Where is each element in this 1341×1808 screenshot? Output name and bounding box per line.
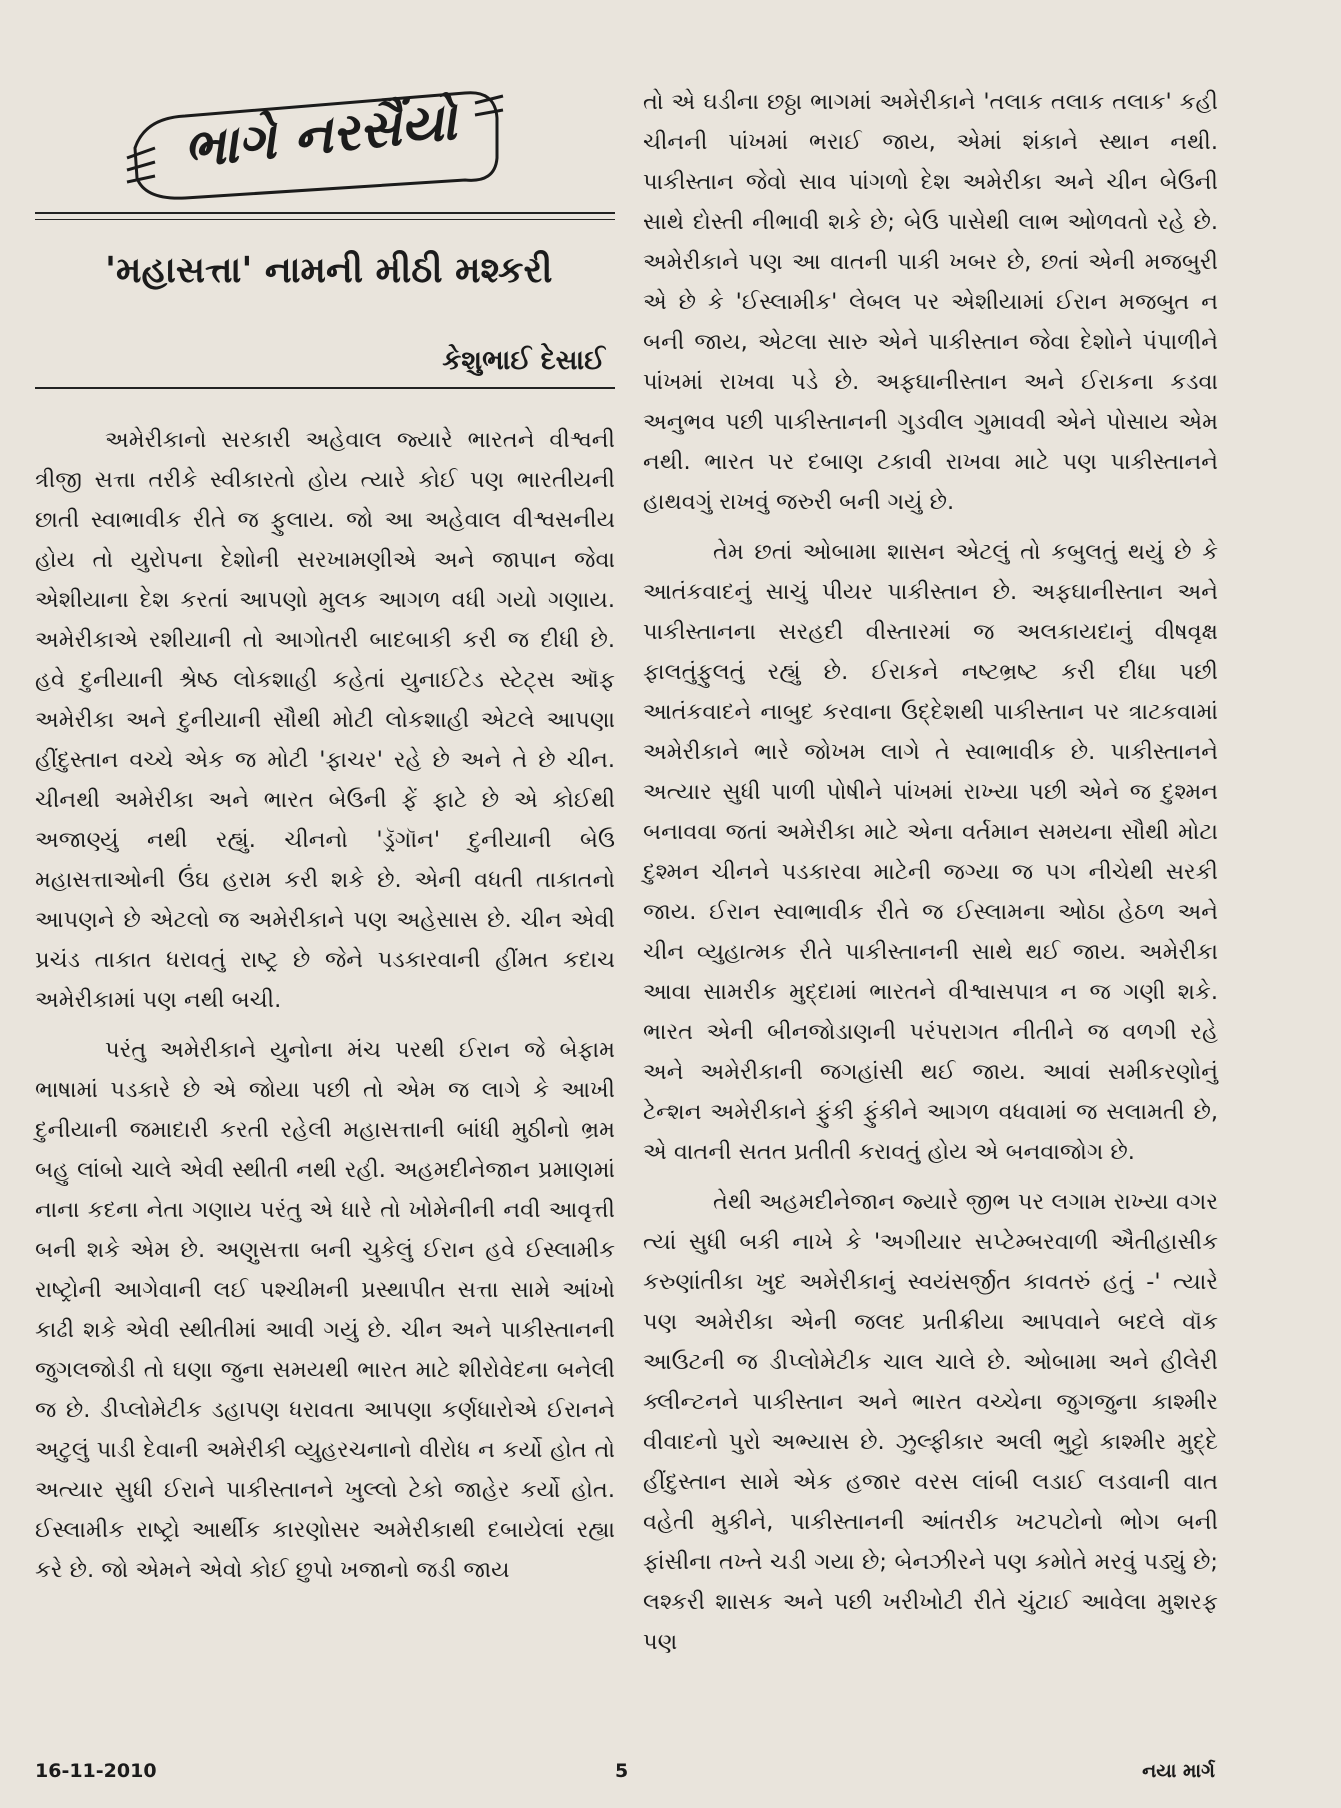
magazine-name: નયા માર્ગ xyxy=(1142,1760,1215,1782)
issue-date: 16-11-2010 xyxy=(35,1760,157,1782)
article-headline: 'મહાસત્તા' નામની મીઠી મશ્કરી xyxy=(105,250,553,291)
paragraph: તેમ છતાં ઓબામા શાસન એટલું તો કબુલતું થયું છે કે આતંકવાદનું સાચું પીયર પાકીસ્તાન છે. અફઘાનીસ્તાન અને પાકીસ્તાનના સરહદી વીસ્તારમાં જ અલકાયદાનું વીષવૃક્ષ ફાલતુંફુલતું રહ્યું છે. ઈરાકને નષ્ટભ્રષ્ટ કરી દીધા પછી આતંકવાદને નાબુદ કરવાના ઉદ્દેશથી પાકીસ્તાન પર ત્રાટકવામાં અમેરીકાને ભારે જોખમ લાગે તે સ્વાભાવીક છે. પાકીસ્તાનને અત્યાર સુધી પાળી પોષીને પાંખમાં રાખ્યા પછી એને જ દુશ્મન બનાવવા જતાં અમેરીકા માટે એના વર્તમાન સમયના સૌથી મોટા દુશ્મન ચીનને પડકારવા માટેની જગ્યા જ પગ નીચેથી સરકી જાય. ઈરાન સ્વાભાવીક રીતે જ ઈસ્લામના ઓઠા હેઠળ અને ચીન વ્યુહાત્મક રીતે પાકીસ્તાનની સાથે થઈ જાય. અમેરીકા આવા સામરીક મુદ્દામાં ભારતને વીશ્વાસપાત્ર ન જ ગણી શકે. ભારત એની બીનજોડાણની પરંપરાગત નીતીને જ વળગી રહે અને અમેરીકાની જગહાંસી થઈ જાય. આવાં સમીકરણોનું ટેન્શન અમેરીકાને ફુંકી ફુંકીને આગળ વધવામાં જ સલામતી છે, એ વાતની સતત પ્રતીતી કરાવતું હોય એ બનવાજોગ છે. xyxy=(643,539,1218,1165)
header-rule-thin xyxy=(35,219,615,220)
byline-rule xyxy=(35,387,615,389)
right-column xyxy=(643,82,1218,1662)
left-column xyxy=(35,420,615,1590)
paragraph: તેથી અહમદીનેજાન જ્યારે જીભ પર લગામ રાખ્યા વગર ત્યાં સુધી બકી નાખે કે 'અગીયાર સપ્ટેમ્બરવાળી ઐતીહાસીક કરુણાંતીકા ખુદ અમેરીકાનું સ્વયંસર્જીત કાવતરું હતું -' ત્યારે પણ અમેરીકા એની જલદ પ્રતીક્રીયા આપવાને બદલે વૉક આઉટની જ ડીપ્લોમેટીક ચાલ ચાલે છે. ઓબામા અને હીલેરી ક્લીન્ટનને પાકીસ્તાન અને ભારત વચ્ચેના જુગજુના કાશ્મીર વીવાદનો પુરો અભ્યાસ છે. ઝુલ્ફીકાર અલી ભુટ્ટો કાશ્મીર મુદ્દે હીંદુસ્તાન સામે એક હજાર વરસ લાંબી લડાઈ લડવાની વાત વહેતી મુકીને, પાકીસ્તાનની આંતરીક ખટપટોનો ભોગ બની ફાંસીના તખ્તે ચડી ગયા છે; બેનઝીરને પણ કમોતે મરવું પડ્યું છે; લશ્કરી શાસક અને પછી ખરીખોટી રીતે ચુંટાઈ આવેલા મુશરફ પણ xyxy=(643,1189,1218,1655)
paragraph: તો એ ઘડીના છઠ્ઠા ભાગમાં અમેરીકાને 'તલાક તલાક તલાક' કહી ચીનની પાંખમાં ભરાઈ જાય, એમાં શંકાને સ્થાન નથી. પાકીસ્તાન જેવો સાવ પાંગળો દેશ અમેરીકા અને ચીન બેઉની સાથે દોસ્તી નીભાવી શકે છે; બેઉ પાસેથી લાભ ઓળવતો રહે છે. અમેરીકાને પણ આ વાતની પાકી ખબર છે, છતાં એની મજબુરી એ છે કે 'ઈસ્લામીક' લેબલ પર એશીયામાં ઈરાન મજબુત ન બની જાય, એટલા સારુ એને પાકીસ્તાન જેવા દેશોને પંપાળીને પાંખમાં રાખવા પડે છે. અફઘાનીસ્તાન અને ઈરાકના કડવા અનુભવ પછી પાકીસ્તાનની ગુડવીલ ગુમાવવી એને પોસાય એમ નથી. ભારત પર દબાણ ટકાવી રાખવા માટે પણ પાકીસ્તાનને હાથવગું રાખવું જરુરી બની ગયું છે. xyxy=(643,89,1218,515)
column-logo xyxy=(125,88,505,206)
paragraph: અમેરીકાનો સરકારી અહેવાલ જ્યારે ભારતને વીશ્વની ત્રીજી સત્તા તરીકે સ્વીકારતો હોય ત્યારે કોઈ પણ ભારતીયની છાતી સ્વાભાવીક રીતે જ ફુલાય. જો આ અહેવાલ વીશ્વસનીય હોય તો યુરોપના દેશોની સરખામણીએ અને જાપાન જેવા એશીયાના દેશ કરતાં આપણો મુલક આગળ વધી ગયો ગણાય. અમેરીકાએ રશીયાની તો આગોતરી બાદબાકી કરી જ દીધી છે. હવે દુનીયાની શ્રેષ્ઠ લોકશાહી કહેતાં યુનાઈટેડ સ્ટેટ્સ ઑફ અમેરીકા અને દુનીયાની સૌથી મોટી લોકશાહી એટલે આપણા હીંદુસ્તાન વચ્ચે એક જ મોટી 'ફાચર' રહે છે અને તે છે ચીન. ચીનથી અમેરીકા અને ભારત બેઉની ફેં ફાટે છે એ કોઈથી અજાણ્યું નથી રહ્યું. ચીનનો 'ડ્રૅગૉન' દુનીયાની બેઉ મહાસત્તાઓની ઉંઘ હરામ કરી શકે છે. એની વધતી તાકાતનો આપણને છે એટલો જ અમેરીકાને પણ અહેસાસ છે. ચીન એવી પ્રચંડ તાકાત ધરાવતું રાષ્ટ્ર છે જેને પડકારવાની હીંમત કદાચ અમેરીકામાં પણ નથી બચી. xyxy=(35,427,615,1013)
author-byline: કેશુભાઈ દેસાઈ xyxy=(442,345,605,376)
page-footer xyxy=(35,1760,1215,1790)
paragraph: પરંતુ અમેરીકાને યુનોના મંચ પરથી ઈરાન જે બેફામ ભાષામાં પડકારે છે એ જોયા પછી તો એમ જ લાગે કે આખી દુનીયાની જમાદારી કરતી રહેલી મહાસત્તાની બાંધી મુઠીનો ભ્રમ બહુ લાંબો ચાલે એવી સ્થીતી નથી રહી. અહમદીનેજાન પ્રમાણમાં નાના કદના નેતા ગણાય પરંતુ એ ધારે તો ખોમેનીની નવી આવૃત્તી બની શકે એમ છે. અણુસત્તા બની ચુકેલું ઈરાન હવે ઈસ્લામીક રાષ્ટ્રોની આગેવાની લઈ પશ્ચીમની પ્રસ્થાપીત સત્તા સામે આંખો કાઢી શકે એવી સ્થીતીમાં આવી ગયું છે. ચીન અને પાકીસ્તાનની જુગલજોડી તો ઘણા જુના સમયથી ભારત માટે શીરોવેદના બનેલી જ છે. ડીપ્લોમેટીક ડહાપણ ધરાવતા આપણા કર્ણધારોએ ઈરાનને અટુલું પાડી દેવાની અમેરીકી વ્યુહરચનાનો વીરોધ ન કર્યો હોત તો અત્યાર સુધી ઈરાને પાકીસ્તાનને ખુલ્લો ટેકો જાહેર કર્યો હોત. ઈસ્લામીક રાષ્ટ્રો આર્થીક કારણોસર અમેરીકાથી દબાયેલાં રહ્યા કરે છે. જો એમને એવો કોઈ છુપો ખજાનો જડી જાય xyxy=(35,1037,615,1583)
header-rule xyxy=(35,212,615,214)
logo-text: ભાગે નરસૈંયો xyxy=(180,91,460,181)
page-number: 5 xyxy=(615,1760,629,1782)
